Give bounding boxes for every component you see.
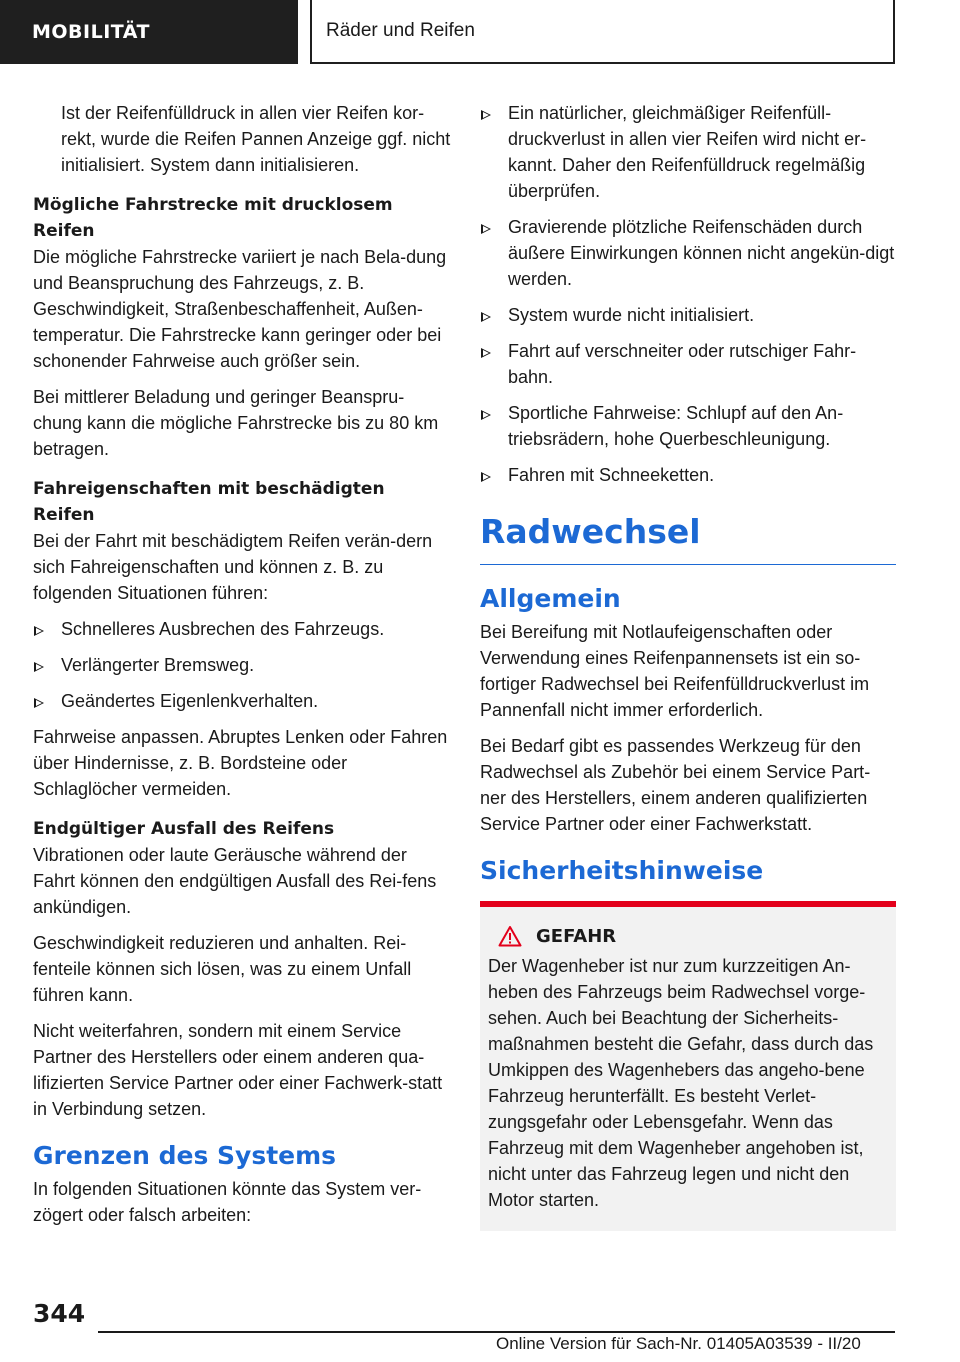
heading-damaged: Fahreigenschaften mit beschädigten Reifen xyxy=(33,479,385,525)
list-item: Verlängerter Bremsweg. xyxy=(33,652,451,678)
triangle-bullet-icon xyxy=(481,224,491,234)
heading-safety: Sicherheitshinweise xyxy=(480,856,764,885)
warning-text: Der Wagenheber ist nur zum kurzzeitigen An-heben des Fahrzeugs beim Radwechsel vorge-sehen. Auch bei Beachtung der Sicherheits-maßnahmen besteht die Gefahr, dass durch das Umkippen des Wagenhebers das angeho-bene Fahrzeug herunterfällt. Es besteht Verlet-zungsgefahr oder Lebensgefahr. Wenn das Fahrzeug mit dem Wagenheber angehoben ist, nicht unter das Fahrzeug legen und nicht den Motor starten. xyxy=(488,956,874,1210)
triangle-bullet-icon xyxy=(481,110,491,120)
warning-box xyxy=(480,907,896,1231)
list-item: System wurde nicht initialisiert. xyxy=(480,302,896,328)
intro-paragraph: Ist der Reifenfülldruck in allen vier Reifen kor-rekt, wurde die Reifen Pannen Anzeige ggf. nicht initialisiert. System dann initialisieren. xyxy=(61,103,451,175)
footer-divider xyxy=(98,1331,895,1333)
list-item: Fahrt auf verschneiter oder rutschiger Fahr-bahn. xyxy=(480,338,896,390)
list-item: Fahren mit Schneeketten. xyxy=(480,462,896,488)
chapter-title: Räder und Reifen xyxy=(326,20,475,41)
final-paragraph-3: Nicht weiterfahren, sondern mit einem Service Partner des Herstellers oder einem anderen qua-lifizierten Service Partner oder einer Fachwerk-statt in Verbindung setzen. xyxy=(33,1021,443,1119)
final-paragraph-1: Vibrationen oder laute Geräusche während der Fahrt können den endgültigen Ausfall des Rei-fens ankündigen. xyxy=(33,845,437,917)
list-item: Sportliche Fahrweise: Schlupf auf den An-triebsrädern, hohe Querbeschleunigung. xyxy=(480,400,896,452)
warning-label: GEFAHR xyxy=(536,925,617,947)
limits-paragraph: In folgenden Situationen könnte das System ver-zögert oder falsch arbeiten: xyxy=(33,1179,422,1225)
range-paragraph-2: Bei mittlerer Beladung und geringer Beanspru-chung kann die mögliche Fahrstrecke bis zu 80 km betragen. xyxy=(33,387,439,459)
triangle-bullet-icon xyxy=(34,662,44,672)
chapter-tab xyxy=(310,0,895,64)
triangle-bullet-icon xyxy=(481,472,491,482)
list-item: Gravierende plötzliche Reifenschäden durch äußere Einwirkungen können nicht angekün-digt werden. xyxy=(480,214,896,292)
triangle-bullet-icon xyxy=(481,348,491,358)
general-paragraph-2: Bei Bedarf gibt es passendes Werkzeug für den Radwechsel als Zubehör bei einem Service Part-ner des Herstellers, einem anderen qualifizierten Service Partner oder einer Fachwerkstatt. xyxy=(480,736,871,834)
right-column xyxy=(480,100,896,1231)
warning-header xyxy=(488,925,886,947)
triangle-bullet-icon xyxy=(481,312,491,322)
footer-version: Online Version für Sach-Nr. 01405A03539 - II/20 xyxy=(496,1334,861,1353)
warning-triangle-icon xyxy=(498,925,522,947)
range-paragraph-1: Die mögliche Fahrstrecke variiert je nach Bela-dung und Beanspruchung des Fahrzeugs, z. B. Geschwindigkeit, Straßenbeschaffenheit, Außen-temperatur. Die Fahrstrecke kann geringer oder bei schonender Fahrweise auch größer sein. xyxy=(33,247,447,371)
section-tab xyxy=(0,0,298,64)
damaged-list xyxy=(33,616,451,714)
damaged-paragraph-1: Bei der Fahrt mit beschädigtem Reifen verän-dern sich Fahreigenschaften und können z. B. zu folgenden Situationen führen: xyxy=(33,531,433,603)
list-item: Ein natürlicher, gleichmäßiger Reifenfüll-druckverlust in allen vier Reifen wird nicht er-kannt. Daher den Reifenfülldruck regelmäßig überprüfen. xyxy=(480,100,896,204)
heading-final-failure: Endgültiger Ausfall des Reifens xyxy=(33,819,335,839)
list-item: Geändertes Eigenlenkverhalten. xyxy=(33,688,451,714)
triangle-bullet-icon xyxy=(34,698,44,708)
triangle-bullet-icon xyxy=(34,626,44,636)
heading-range: Mögliche Fahrstrecke mit drucklosem Reifen xyxy=(33,195,393,241)
final-paragraph-2: Geschwindigkeit reduzieren und anhalten. Rei-fenteile können sich lösen, was zu einem Unfall führen kann. xyxy=(33,933,412,1005)
limits-list xyxy=(480,100,896,488)
left-column xyxy=(33,100,451,1238)
heading-wheel-change: Radwechsel xyxy=(480,510,896,565)
triangle-bullet-icon xyxy=(481,410,491,420)
heading-limits: Grenzen des Systems xyxy=(33,1141,337,1170)
page-number: 344 xyxy=(33,1299,86,1328)
damaged-paragraph-2: Fahrweise anpassen. Abruptes Lenken oder Fahren über Hindernisse, z. B. Bordsteine oder Schlaglöcher vermeiden. xyxy=(33,727,448,799)
general-paragraph-1: Bei Bereifung mit Notlaufeigenschaften oder Verwendung eines Reifenpannensets ist ein so-fortiger Radwechsel bei Reifenfülldruckverlust im Pannenfall nicht immer erforderlich. xyxy=(480,622,870,720)
section-title: MOBILITÄT xyxy=(32,21,150,43)
list-item: Schnelleres Ausbrechen des Fahrzeugs. xyxy=(33,616,451,642)
heading-general: Allgemein xyxy=(480,584,621,613)
